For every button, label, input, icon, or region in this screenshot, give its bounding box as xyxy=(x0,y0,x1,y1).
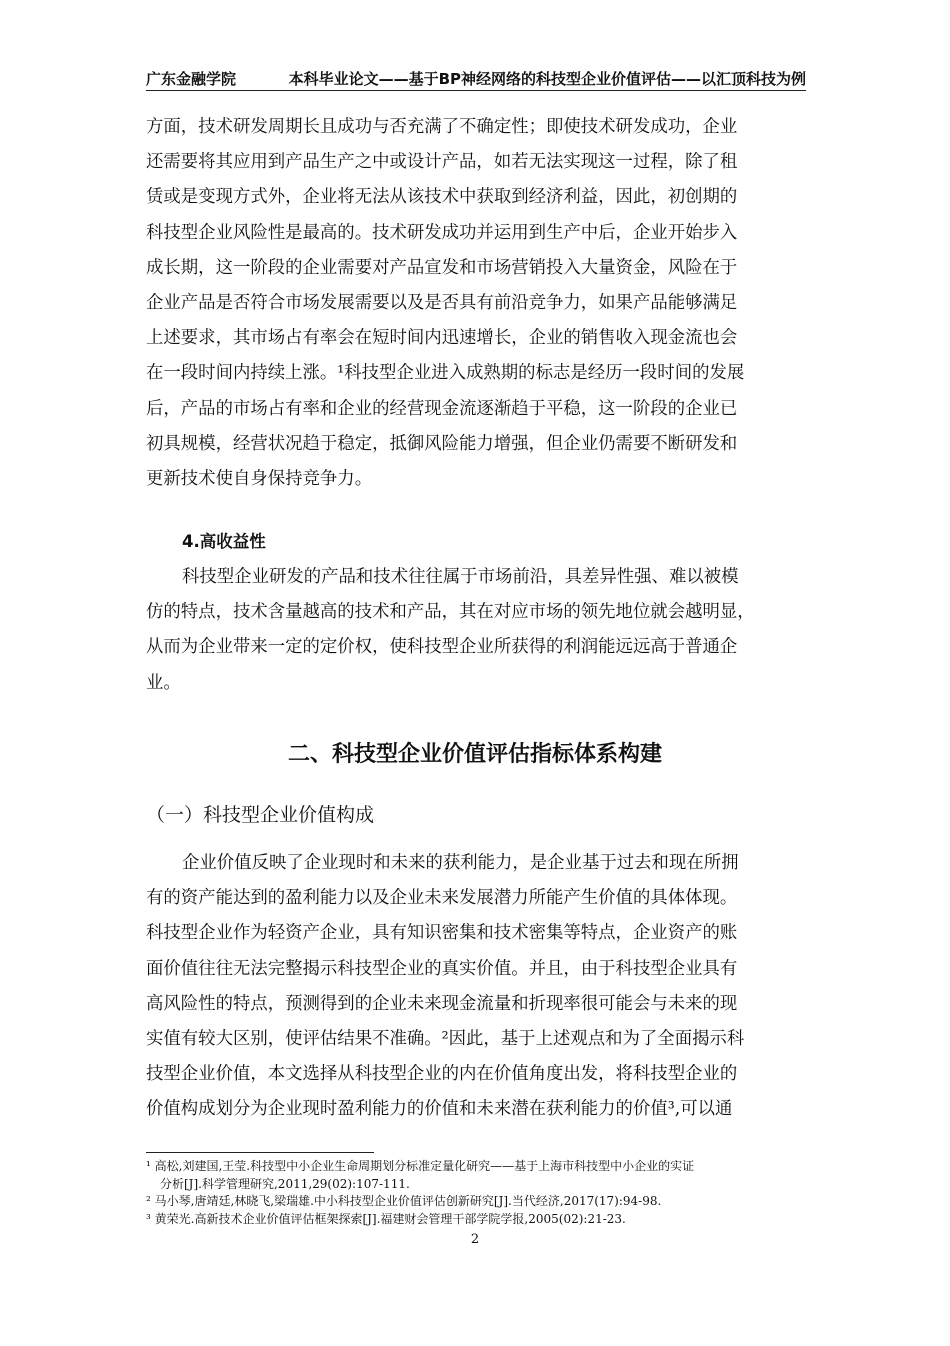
text-line: 科技型企业研发的产品和技术往往属于市场前沿，具差异性强、难以被模 xyxy=(182,567,739,587)
text-line: 价值构成划分为企业现时盈利能力的价值和未来潜在获利能力的价值³,可以通 xyxy=(146,1099,733,1120)
subheading-high-returns: 4.高收益性 xyxy=(182,532,266,551)
page-header xyxy=(146,66,806,91)
text-line: 科技型企业风险性是最高的。技术研发成功并运用到生产中后，企业开始步入 xyxy=(146,222,738,243)
text-line: 初具规模，经营状况趋于稳定，抵御风险能力增强，但企业仍需要不断研发和 xyxy=(146,433,738,454)
text-line: 赁或是变现方式外，企业将无法从该技术中获取到经济利益，因此，初创期的 xyxy=(146,187,738,208)
text-line: 还需要将其应用到产品生产之中或设计产品，如若无法实现这一过程，除了租 xyxy=(146,152,738,173)
text-line: 从而为企业带来一定的定价权，使科技型企业所获得的利润能远远高于普通企 xyxy=(146,637,738,658)
text-line: 在一段时间内持续上涨。¹科技型企业进入成熟期的标志是经历一段时间的发展 xyxy=(146,363,745,384)
page-number: 2 xyxy=(470,1232,480,1247)
text-line: 实值有较大区别，使评估结果不准确。²因此，基于上述观点和为了全面揭示科 xyxy=(146,1028,745,1049)
footnotes xyxy=(146,1158,810,1228)
text-line: 高风险性的特点，预测得到的企业未来现金流量和折现率很可能会与未来的现 xyxy=(146,993,738,1014)
footnote-1: ¹ 高松,刘建国,王莹.科技型中小企业生命周期划分标准定量化研究——基于上海市科技型中小企业的实证 xyxy=(146,1159,695,1173)
text-line: 有的资产能达到的盈利能力以及企业未来发展潜力所能产生价值的具体体现。 xyxy=(146,888,738,909)
header-thesis-title: 本科毕业论文——基于BP神经网络的科技型企业价值评估——以汇顶科技为例 xyxy=(288,70,806,88)
footnote-2: ² 马小琴,唐靖廷,林晓飞,梁瑞雄.中小科技型企业价值评估创新研究[J].当代经济,2017(17):94-98. xyxy=(146,1194,662,1208)
text-line: 方面，技术研发周期长且成功与否充满了不确定性；即使技术研发成功，企业 xyxy=(146,117,738,137)
text-line: 科技型企业作为轻资产企业，具有知识密集和技术密集等特点，企业资产的账 xyxy=(146,923,738,944)
text-line: 企业价值反映了企业现时和未来的获利能力，是企业基于过去和现在所拥 xyxy=(182,853,739,873)
text-line: 成长期，这一阶段的企业需要对产品宣发和市场营销投入大量资金，风险在于 xyxy=(146,257,738,278)
footnote-3: ³ 黄荣光.高新技术企业价值评估框架探索[J].福建财会管理干部学院学报,2005(02):21-23. xyxy=(146,1211,626,1226)
text-line: 仿的特点，技术含量越高的技术和产品，其在对应市场的领先地位就会越明显， xyxy=(146,602,755,623)
paragraph-lifecycle xyxy=(146,110,810,497)
section-title: 二、科技型企业价值评估指标体系构建 xyxy=(287,742,662,767)
paragraph-value-composition xyxy=(146,846,810,1128)
subsection-title: （一）科技型企业价值构成 xyxy=(146,804,375,826)
text-line: 上述要求，其市场占有率会在短时间内迅速增长，企业的销售收入现金流也会 xyxy=(146,328,738,349)
text-line: 技型企业价值，本文选择从科技型企业的内在价值角度出发，将科技型企业的 xyxy=(146,1064,738,1085)
text-line: 面价值往往无法完整揭示科技型企业的真实价值。并且，由于科技型企业具有 xyxy=(146,958,738,979)
text-line: 业。 xyxy=(146,672,181,693)
text-line: 更新技术使自身保持竞争力。 xyxy=(146,468,373,489)
text-line: 企业产品是否符合市场发展需要以及是否具有前沿竞争力，如果产品能够满足 xyxy=(146,292,738,313)
footnote-1-continuation: 分析[J].科学管理研究,2011,29(02):107-111. xyxy=(160,1176,410,1191)
header-school: 广东金融学院 xyxy=(146,70,237,88)
paragraph-high-returns xyxy=(146,560,810,701)
text-line: 后，产品的市场占有率和企业的经营现金流逐渐趋于平稳，这一阶段的企业已 xyxy=(146,398,738,419)
footnote-divider xyxy=(146,1152,374,1153)
